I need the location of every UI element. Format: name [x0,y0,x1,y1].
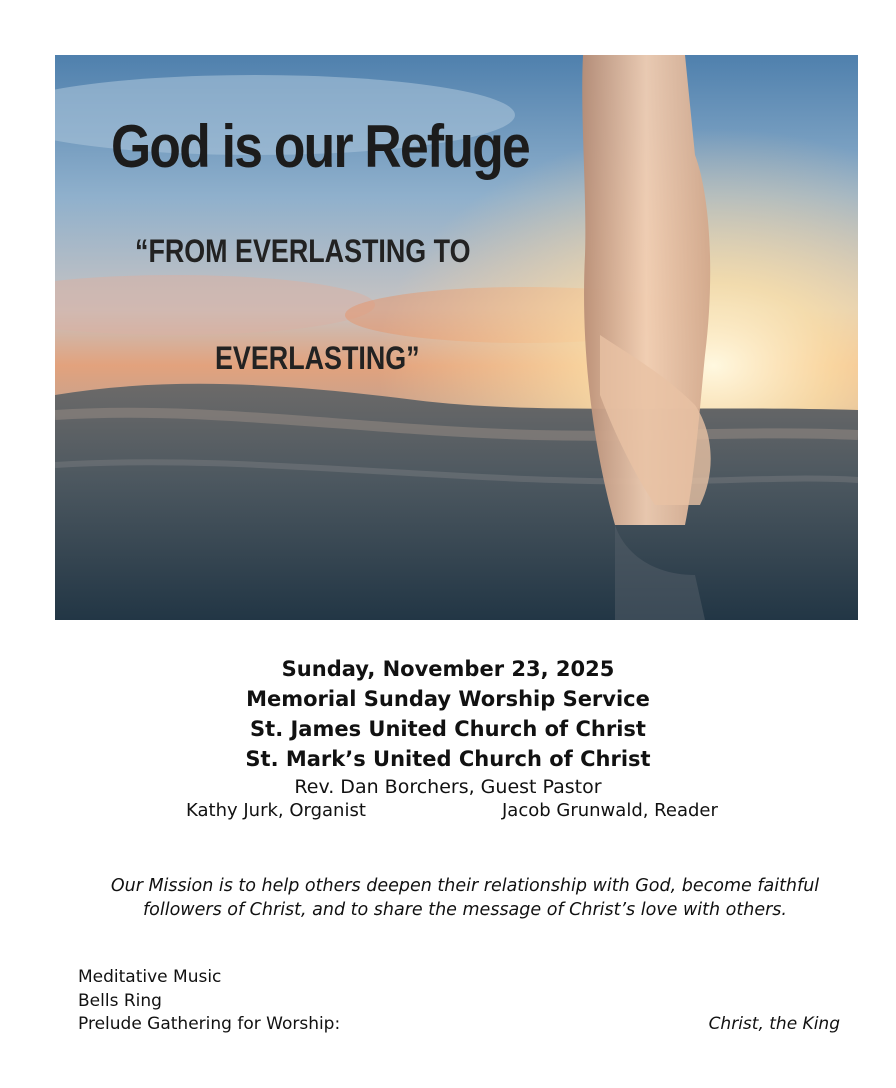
reader: Jacob Grunwald, Reader [502,800,718,821]
order-item [78,990,848,1014]
mission-line-1: Our Mission is to help others deepen their relationship with God, become faithful [110,876,820,896]
order-item [78,966,848,990]
service-header [0,654,896,800]
church-name-2: St. Mark’s United Church of Christ [245,747,651,771]
staff-row [0,800,896,824]
mission-line-2: followers of Christ, and to share the message of Christ’s love with others. [143,900,787,920]
banner-quote-line1: “FROM EVERLASTING TO [135,233,471,269]
order-item-label: Prelude Gathering for Worship: [78,1014,341,1034]
order-item-label: Meditative Music [78,967,222,987]
order-item [78,1013,848,1037]
banner-title: God is our Refuge [111,113,529,180]
order-of-worship [78,966,848,1037]
organist: Kathy Jurk, Organist [186,800,366,821]
order-item-piece-title: Christ, the King [708,1014,840,1034]
service-name: Memorial Sunday Worship Service [246,687,650,711]
church-name-1: St. James United Church of Christ [250,717,646,741]
order-item-label: Bells Ring [78,990,162,1011]
banner-quote-line2: EVERLASTING” [215,340,420,376]
pastor-line: Rev. Dan Borchers, Guest Pastor [294,776,602,798]
mission-statement [60,874,870,922]
service-date: Sunday, November 23, 2025 [281,657,615,681]
